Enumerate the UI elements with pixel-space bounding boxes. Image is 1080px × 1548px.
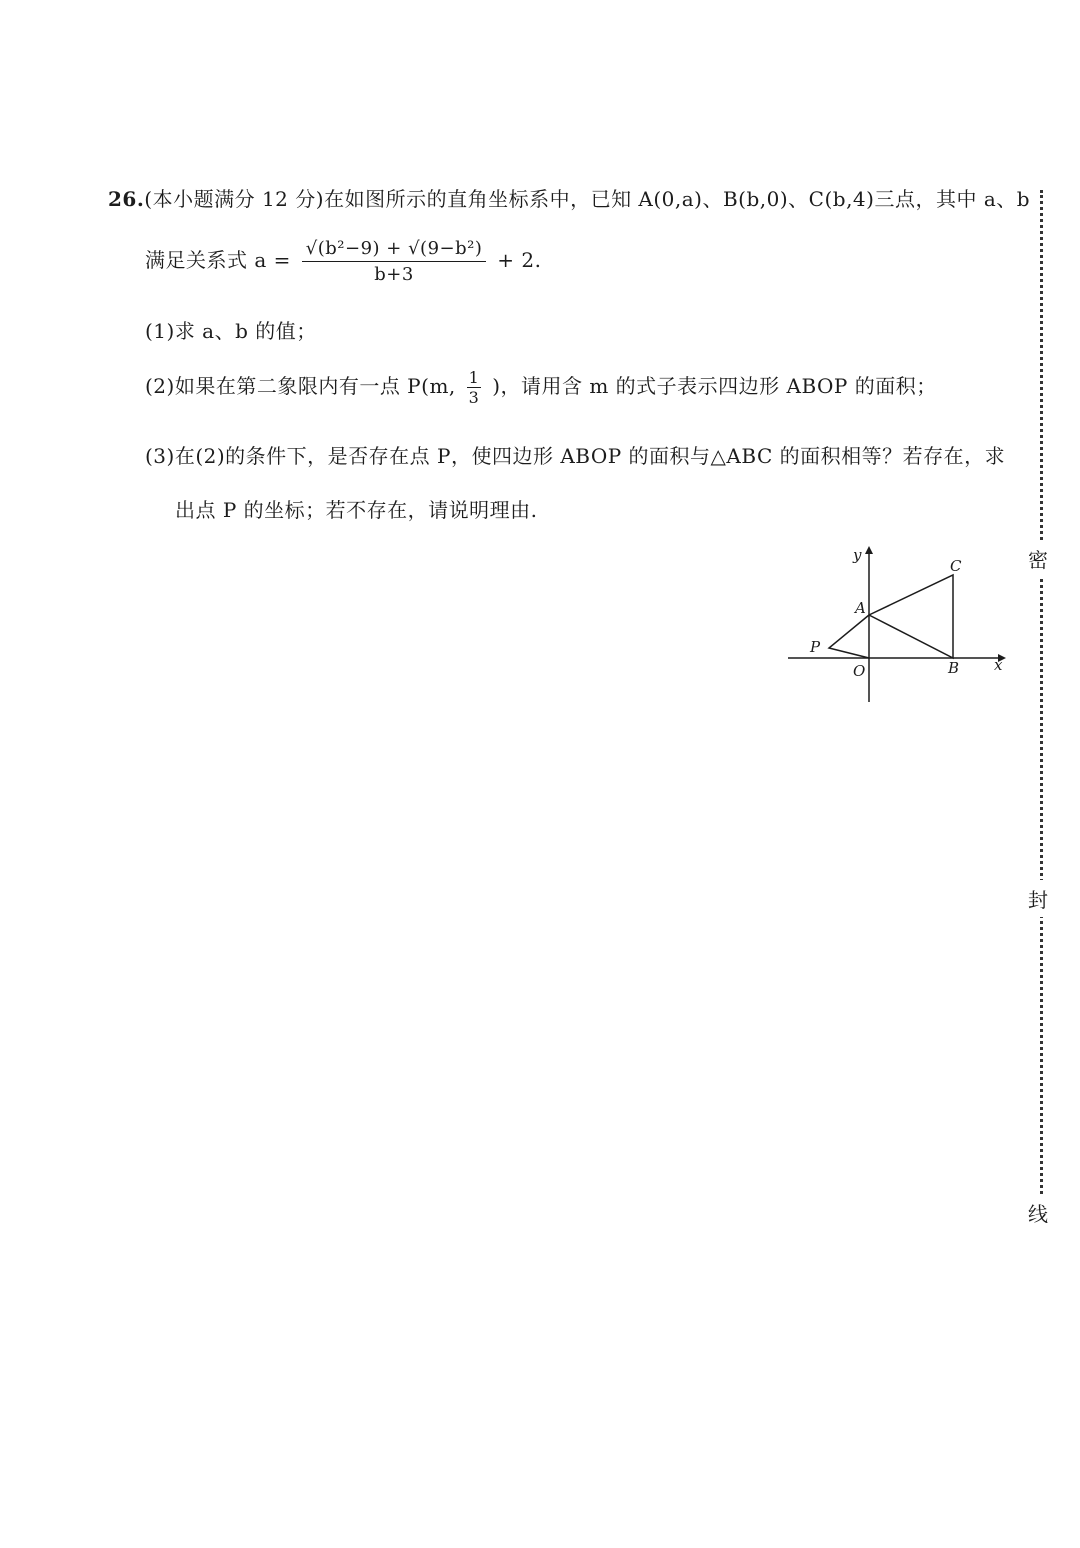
label-p: P: [810, 638, 821, 656]
label-o: O: [853, 662, 866, 680]
coordinate-figure: [780, 540, 1010, 710]
label-x: x: [994, 656, 1003, 674]
y-axis-arrow: [865, 546, 873, 554]
point-p-y-fraction: [467, 368, 482, 407]
question-1: [145, 315, 317, 344]
margin-xian: 线: [1028, 1194, 1048, 1231]
relation-suffix: + 2.: [497, 248, 542, 272]
relation-denominator: b+3: [374, 264, 414, 285]
label-y: y: [853, 546, 862, 564]
problem-line-1: [108, 183, 1030, 212]
question-3-line-1: [145, 440, 1005, 469]
fraction-denominator: 3: [468, 388, 480, 407]
problem-intro: (本小题满分 12 分)在如图所示的直角坐标系中，已知 A(0,a)、B(b,0)、C(b,4)三点，其中 a、b: [144, 187, 1031, 211]
question-2: [145, 368, 937, 407]
relation-prefix: 满足关系式 a =: [145, 248, 291, 272]
label-c: C: [950, 557, 962, 575]
fraction-numerator: 1: [468, 368, 480, 387]
relation-fraction: [302, 238, 487, 285]
question-3-line-2: [175, 494, 538, 523]
problem-line-2: [145, 238, 541, 285]
question-2-prefix: (2)如果在第二象限内有一点 P(m,: [145, 374, 456, 398]
margin-feng: 封: [1028, 880, 1048, 917]
problem-number: 26.: [108, 187, 145, 211]
question-3-text-2: 出点 P 的坐标；若不存在，请说明理由.: [175, 498, 538, 522]
relation-numerator: √(b²−9) + √(9−b²): [302, 238, 487, 262]
margin-mi: 密: [1028, 540, 1048, 577]
triangle-abc: [869, 575, 953, 658]
label-a: A: [855, 599, 866, 617]
question-1-text: (1)求 a、b 的值；: [145, 319, 317, 343]
segment-pa-po: [829, 615, 869, 658]
question-3-text-1: (3)在(2)的条件下，是否存在点 P，使四边形 ABOP 的面积与△ABC 的面积相等？若存在，求: [145, 444, 1006, 468]
question-2-suffix: )，请用含 m 的式子表示四边形 ABOP 的面积；: [492, 374, 937, 398]
label-b: B: [948, 659, 960, 677]
binding-dotted-line: [1040, 190, 1043, 1230]
